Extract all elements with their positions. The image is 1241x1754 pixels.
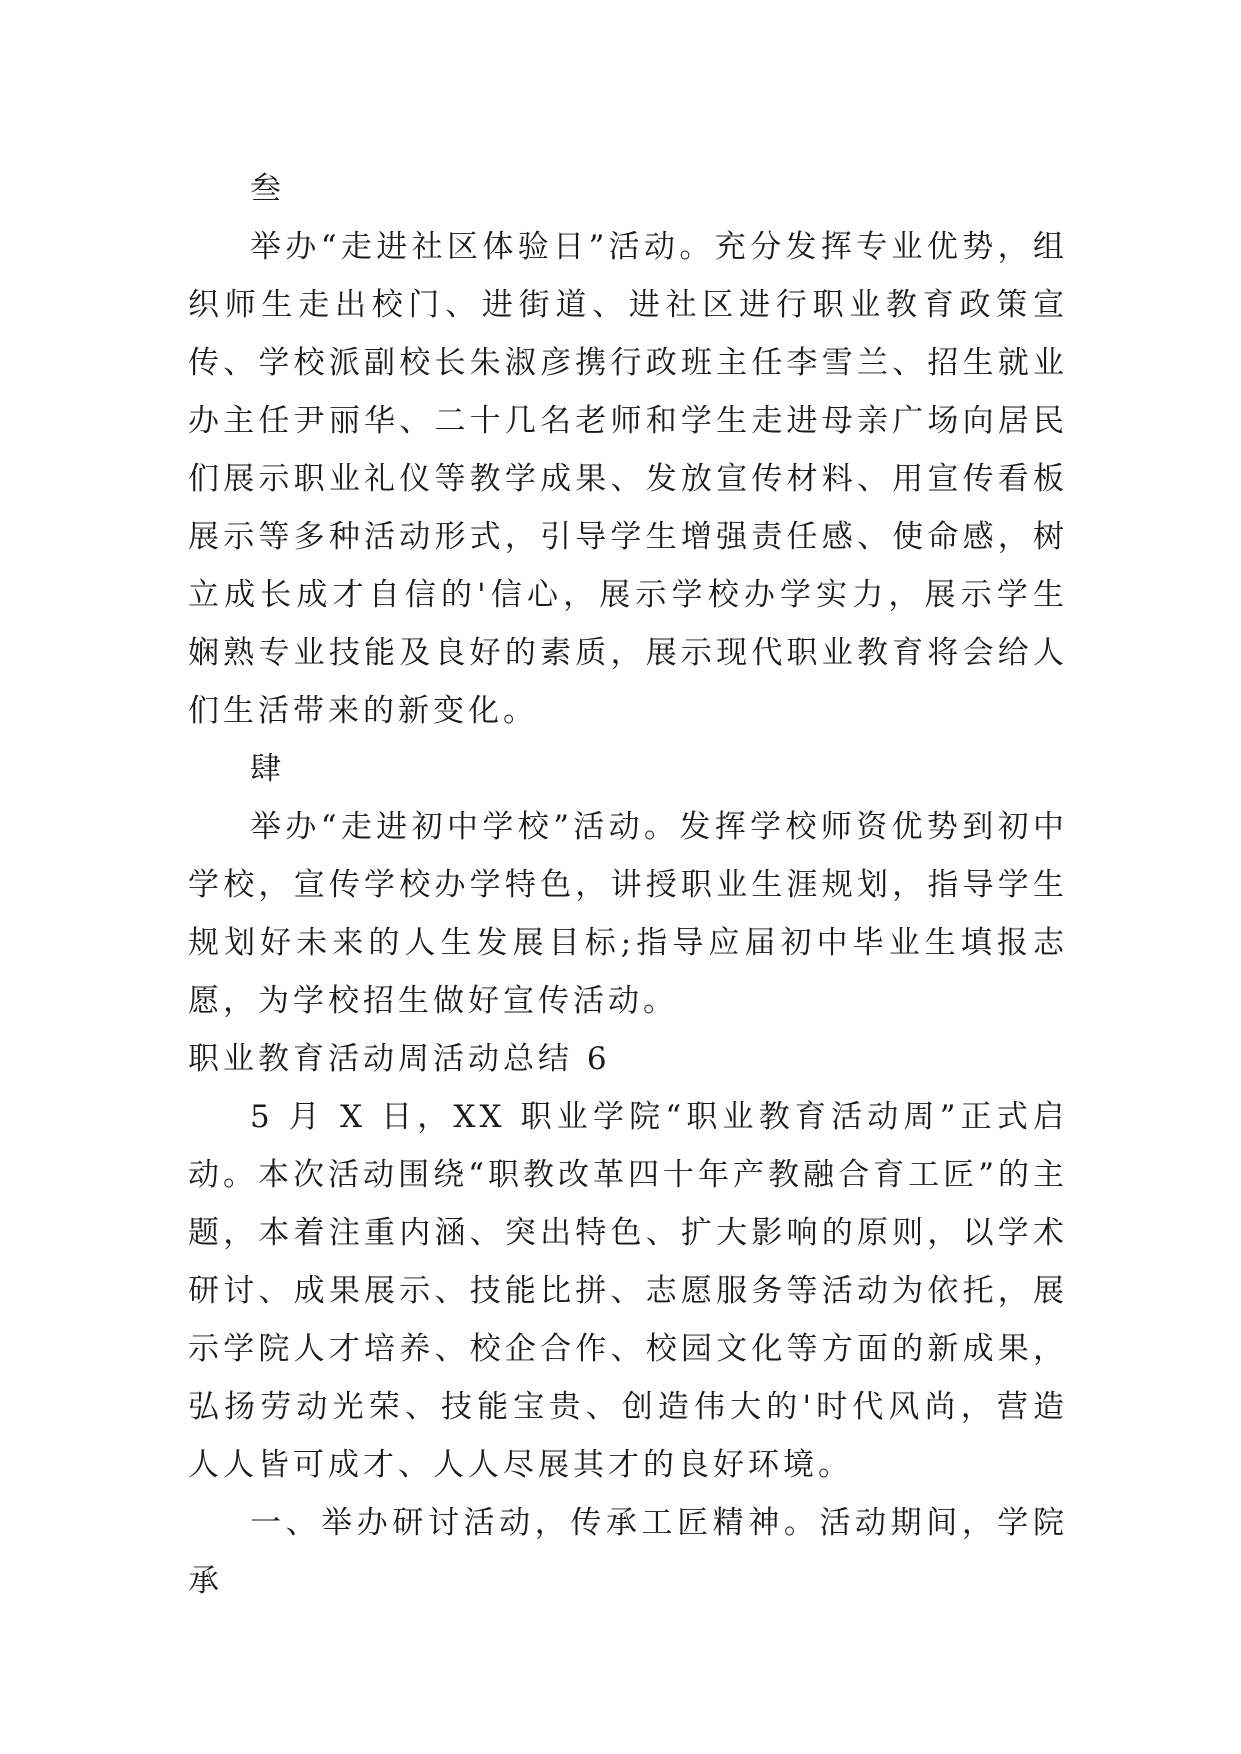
summary-title: 职业教育活动周活动总结 6 xyxy=(188,1041,611,1077)
summary-intro-paragraph: 5 月 X 日，XX 职业学院“职业教育活动周”正式启动。本次活动围绕“职教改革四十年产教融合育工匠”的主题，本着注重内涵、突出特色、扩大影响的原则，以学术研讨、成果展示、技能比拼、志愿服务等活动为依托，展示学院人才培养、校企合作、校园文化等方面的新成果，弘扬劳动光荣、技能宝贵、创造伟大的'时代风尚，营造人人皆可成才、人人尽展其才的良好环境。 xyxy=(188,1099,1068,1483)
section-3-paragraph: 举办“走进社区体验日”活动。充分发挥专业优势，组织师生走出校门、进街道、进社区进行职业教育政策宣传、学校派副校长朱淑彦携行政班主任李雪兰、招生就业办主任尹丽华、二十几名老师和学生走进母亲广场向居民们展示职业礼仪等教学成果、发放宣传材料、用宣传看板展示等多种活动形式，引导学生增强责任感、使命感，树立成长成才自信的'信心，展示学校办学实力，展示学生娴熟专业技能及良好的素质，展示现代职业教育将会给人们生活带来的新变化。 xyxy=(188,229,1068,729)
document-body xyxy=(188,160,1068,1610)
section-numeral-3: 叁 xyxy=(250,171,285,207)
section-numeral-4: 肆 xyxy=(250,751,285,787)
section-4-paragraph: 举办“走进初中学校”活动。发挥学校师资优势到初中学校，宣传学校办学特色，讲授职业生涯规划，指导学生规划好未来的人生发展目标;指导应届初中毕业生填报志愿，为学校招生做好宣传活动。 xyxy=(188,809,1068,1019)
point-1-paragraph: 一、举办研讨活动，传承工匠精神。活动期间，学院承 xyxy=(188,1505,1068,1599)
